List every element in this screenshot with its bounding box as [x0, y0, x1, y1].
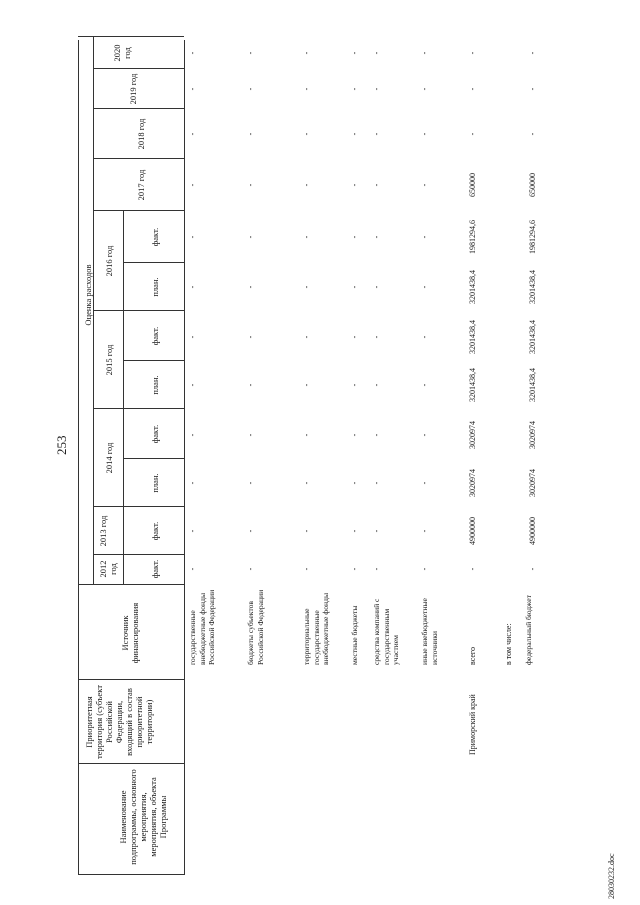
value-cell: -	[528, 51, 537, 55]
year-2014: 2014 год	[104, 442, 114, 474]
dash-cell: -	[420, 51, 429, 55]
source-federal-budget: федеральный бюджет	[524, 595, 533, 665]
dash-cell: -	[372, 285, 381, 289]
dash-cell: -	[302, 285, 311, 289]
header-territory: Приоритетная территория (субъект Российской Федерации, входящий в состав приоритетной территории)	[84, 685, 154, 759]
dash-cell: -	[188, 567, 197, 571]
year-2015: 2015 год	[104, 344, 114, 376]
sub-2014-fact: факт.	[150, 424, 160, 444]
dash-cell: -	[188, 481, 197, 485]
value-cell: 650000	[468, 173, 477, 197]
value-cell: -	[528, 567, 537, 571]
dash-cell: -	[350, 433, 359, 437]
value-cell: 1981294,6	[468, 220, 477, 254]
year-divider	[93, 68, 184, 69]
dash-cell: -	[188, 235, 197, 239]
value-cell: -	[468, 132, 477, 136]
value-cell: 3201438,4	[528, 368, 537, 402]
footer-filename: 28030232.doc	[607, 853, 616, 899]
year-divider	[93, 158, 184, 159]
dash-cell: -	[302, 51, 311, 55]
dash-cell: -	[372, 567, 381, 571]
dash-cell: -	[246, 87, 255, 91]
dash-cell: -	[302, 383, 311, 387]
dash-cell: -	[302, 235, 311, 239]
dash-cell: -	[420, 87, 429, 91]
year-divider	[93, 210, 184, 211]
value-cell: 3020974	[468, 421, 477, 449]
col-divider-2	[78, 679, 184, 680]
dash-cell: -	[372, 87, 381, 91]
sub-2013-fact: факт.	[150, 521, 160, 541]
year-2013: 2013 год	[98, 515, 108, 547]
source-local-budgets: местные бюджеты	[350, 605, 359, 665]
dash-cell: -	[420, 235, 429, 239]
source-subject-budgets: бюджеты субъектов Российской Федерации	[246, 589, 265, 665]
value-cell: -	[468, 87, 477, 91]
sub-divider	[123, 262, 184, 263]
value-cell: 3020974	[468, 469, 477, 497]
year-2020: 2020 год	[112, 44, 132, 62]
dash-cell: -	[246, 383, 255, 387]
dash-cell: -	[246, 481, 255, 485]
dash-cell: -	[302, 335, 311, 339]
dash-cell: -	[350, 383, 359, 387]
value-cell: 3201438,4	[528, 320, 537, 354]
table-header-bottom	[184, 40, 185, 875]
dash-cell: -	[246, 433, 255, 437]
dash-cell: -	[420, 132, 429, 136]
value-cell: -	[528, 132, 537, 136]
value-cell: 3201438,4	[468, 320, 477, 354]
header-program-name: Наименование подпрограммы, основного мероприятия, мероприятия, объекта Программы	[118, 769, 168, 865]
dash-cell: -	[350, 51, 359, 55]
dash-cell: -	[188, 183, 197, 187]
dash-cell: -	[350, 87, 359, 91]
value-cell: 3201438,4	[528, 270, 537, 304]
dash-cell: -	[188, 132, 197, 136]
dash-cell: -	[372, 481, 381, 485]
year-divider	[93, 108, 184, 109]
sub-2016-fact: факт.	[150, 227, 160, 247]
dash-cell: -	[372, 235, 381, 239]
dash-cell: -	[350, 481, 359, 485]
header-expenses: Оценка расходов	[83, 264, 93, 326]
sub-2014-plan: план.	[150, 473, 160, 493]
year-2019: 2019 год	[128, 73, 138, 105]
sub-divider	[123, 360, 184, 361]
dash-cell: -	[188, 529, 197, 533]
dash-cell: -	[246, 529, 255, 533]
source-territorial-funds: территориальные государственные внебюджетные фонды	[302, 592, 331, 665]
dash-cell: -	[420, 183, 429, 187]
dash-cell: -	[302, 567, 311, 571]
dash-cell: -	[246, 235, 255, 239]
dash-cell: -	[350, 567, 359, 571]
source-other: иные внебюджетные источники	[420, 598, 439, 665]
dash-cell: -	[350, 285, 359, 289]
value-cell: 3020974	[528, 421, 537, 449]
dash-cell: -	[246, 567, 255, 571]
dash-cell: -	[350, 529, 359, 533]
table-left-border	[78, 874, 184, 875]
table-top-border	[78, 40, 79, 875]
year-divider	[93, 408, 184, 409]
year-divider	[93, 310, 184, 311]
sub-2012-fact: факт.	[150, 559, 160, 579]
year-2017: 2017 год	[136, 169, 146, 201]
dash-cell: -	[302, 87, 311, 91]
page-number: 253	[54, 435, 69, 455]
dash-cell: -	[350, 132, 359, 136]
dash-cell: -	[420, 433, 429, 437]
sub-2015-plan: план.	[150, 375, 160, 395]
dash-cell: -	[372, 383, 381, 387]
sub-divider	[123, 458, 184, 459]
territory-primorsky: Приморский край	[468, 694, 477, 755]
value-cell: 3201438,4	[468, 368, 477, 402]
dash-cell: -	[302, 529, 311, 533]
dash-cell: -	[350, 335, 359, 339]
dash-cell: -	[420, 529, 429, 533]
dash-cell: -	[188, 383, 197, 387]
source-state-companies: средства компаний с государственным участием	[372, 598, 401, 665]
dash-cell: -	[372, 51, 381, 55]
value-cell: -	[468, 51, 477, 55]
year-2012: 2012 год	[98, 560, 118, 578]
dash-cell: -	[420, 383, 429, 387]
source-total: всего	[468, 646, 477, 665]
value-cell: 650000	[528, 173, 537, 197]
sub-2016-plan: план.	[150, 277, 160, 297]
dash-cell: -	[420, 567, 429, 571]
dash-cell: -	[302, 433, 311, 437]
dash-cell: -	[188, 433, 197, 437]
dash-cell: -	[420, 335, 429, 339]
year-2016: 2016 год	[104, 245, 114, 277]
header-source: Источник финансирования	[120, 602, 140, 664]
value-cell: -	[528, 87, 537, 91]
dash-cell: -	[420, 481, 429, 485]
value-cell: 1981294,6	[528, 220, 537, 254]
dash-cell: -	[188, 285, 197, 289]
year-divider	[93, 506, 184, 507]
dash-cell: -	[372, 433, 381, 437]
dash-cell: -	[372, 183, 381, 187]
dash-cell: -	[350, 183, 359, 187]
dash-cell: -	[350, 235, 359, 239]
col-divider-1	[78, 763, 184, 764]
dash-cell: -	[372, 132, 381, 136]
year-header-line	[123, 211, 124, 585]
sub-2015-fact: факт.	[150, 326, 160, 346]
dash-cell: -	[302, 481, 311, 485]
dash-cell: -	[246, 335, 255, 339]
source-gov-funds: государственные внебюджетные фонды Российской Федерации	[188, 589, 217, 665]
value-cell: 3201438,4	[468, 270, 477, 304]
dash-cell: -	[420, 285, 429, 289]
value-cell: 4900000	[468, 517, 477, 545]
value-cell: 3020974	[528, 469, 537, 497]
year-2018: 2018 год	[136, 118, 146, 150]
dash-cell: -	[372, 529, 381, 533]
value-cell: 4900000	[528, 517, 537, 545]
dash-cell: -	[246, 285, 255, 289]
dash-cell: -	[188, 51, 197, 55]
dash-cell: -	[188, 335, 197, 339]
dash-cell: -	[372, 335, 381, 339]
dash-cell: -	[246, 132, 255, 136]
dash-cell: -	[188, 87, 197, 91]
dash-cell: -	[246, 183, 255, 187]
dash-cell: -	[302, 183, 311, 187]
group-header-line	[93, 37, 94, 585]
dash-cell: -	[302, 132, 311, 136]
dash-cell: -	[246, 51, 255, 55]
source-including: в том числе:	[504, 623, 513, 665]
value-cell: -	[468, 567, 477, 571]
